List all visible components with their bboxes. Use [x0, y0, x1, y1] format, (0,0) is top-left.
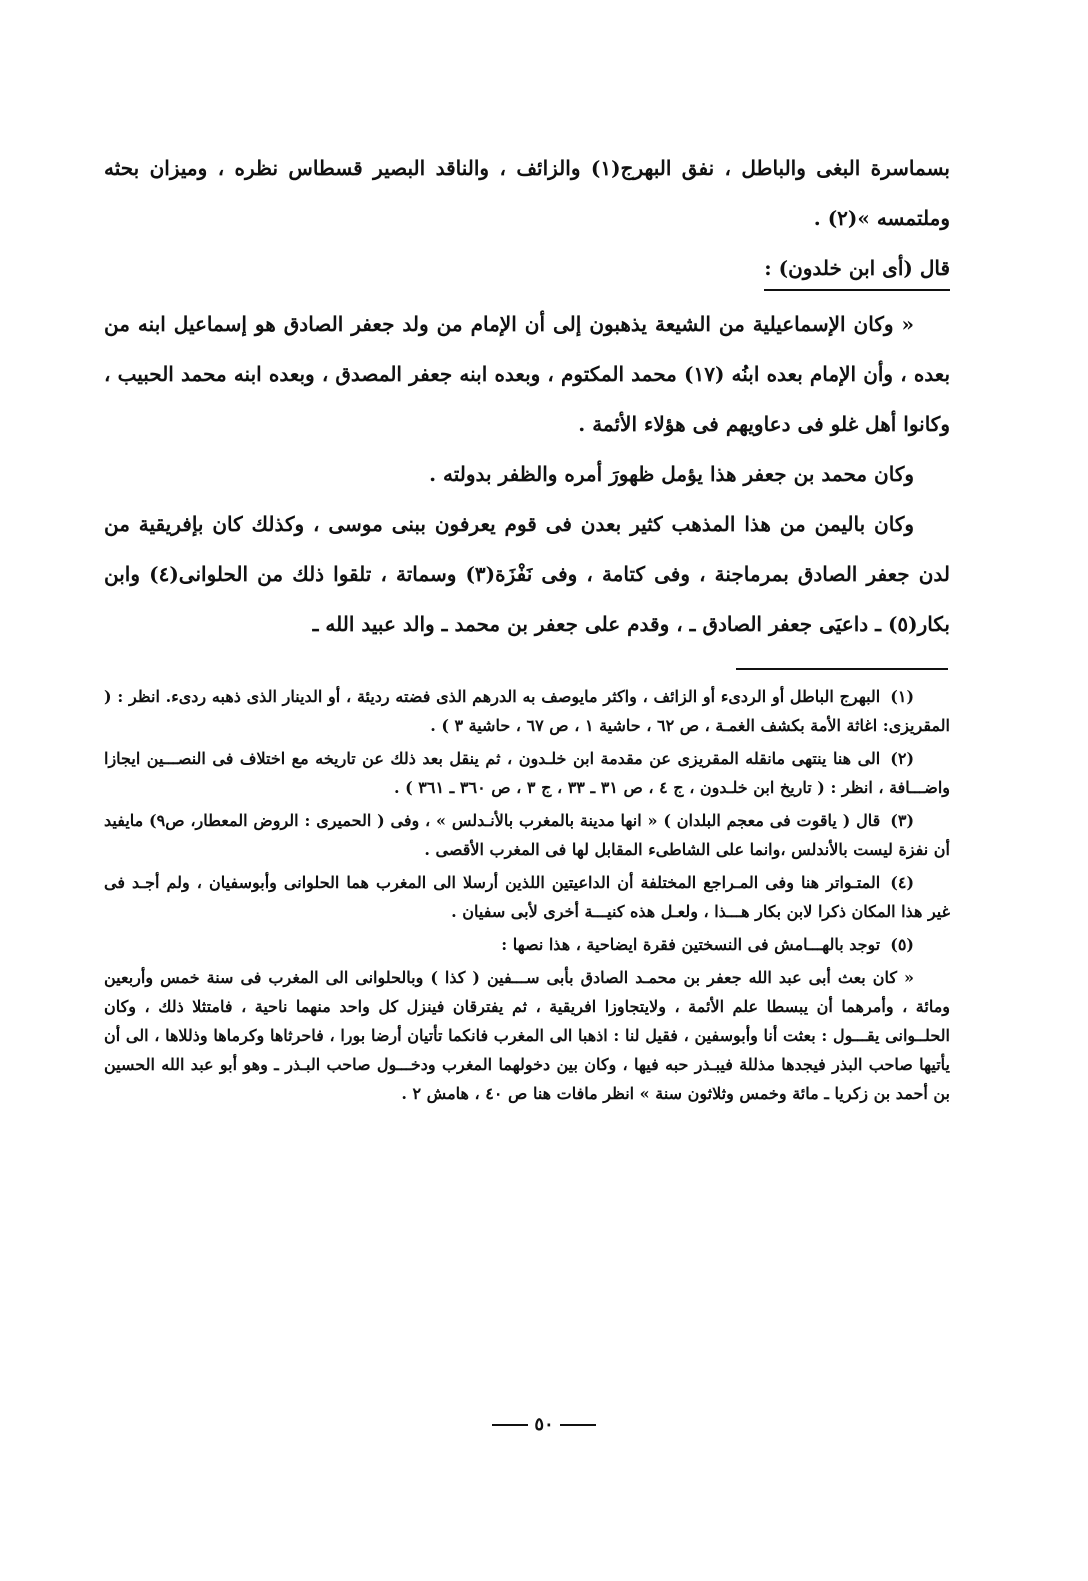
- footnote-5: [104, 930, 950, 959]
- page-number: [0, 1414, 1088, 1435]
- footnote-2: [104, 744, 950, 802]
- paragraph-muhammad: وكان محمد بن جعفر هذا يؤمل ظهورَ أمره والظفر بدولته .: [429, 462, 914, 486]
- main-text: [104, 143, 950, 649]
- paragraph-continuation: بسماسرة البغى والباطل ، نفق البهرج(١) والزائف ، والناقد البصير قسطاس نظره ، وميزان بحثه وملتمسه »(٢) .: [104, 156, 950, 230]
- page-number-dash-left: [492, 1424, 528, 1426]
- footnote-number: (١): [890, 687, 915, 706]
- footnote-number: (٢): [890, 749, 915, 768]
- footnotes: [104, 682, 950, 1112]
- page-number-dash-right: [560, 1424, 596, 1426]
- footnote-text: البهرج الباطل أو الردىء أو الزائف ، واكثر مايوصف به الدرهم الذى فضته رديئة ، أو الدينار الذى ذهبه ردىء. انظر : ( المقريزى: اغاثة الأمة بكشف الغمـة ، ص ٦٢ ، حاشية ١ ، ص ٦٧ ، حاشية ٣ ) .: [104, 687, 950, 735]
- page-number-text: ٥٠: [534, 1414, 554, 1435]
- footnote-1: [104, 682, 950, 740]
- footnote-text: الى هنا ينتهى مانقله المقريزى عن مقدمة ابن خلـدون ، ثم ينقل بعد ذلك عن تاريخه مع اختلاف فى النصـــين ايجازا واضـــافة ، انظر : ( تاريخ ابن خلـدون ، ج ٤ ، ص ٣١ ـ ٣٣ ، ج ٣ ، ص ٣٦٠ ـ ٣٦١ ) .: [104, 749, 950, 797]
- heading-text: قال (أى ابن خلدون) :: [764, 251, 950, 291]
- footnote-separator: [736, 668, 948, 670]
- footnote-text: توجد بالهـــامش فى النسختين فقرة ايضاحية ، هذا نصها :: [501, 935, 881, 954]
- footnote-4: [104, 868, 950, 926]
- footnote-3: [104, 806, 950, 864]
- footnote-number: (٥): [890, 935, 914, 954]
- footnote-number: (٤): [890, 873, 915, 892]
- footnote-text: قال ( ياقوت فى معجم البلدان ) « انها مدينة بالمغرب بالأنـدلس » ، وفى ( الحميرى : الروض المعطار، ص٩) مايفيد أن نفزة ليست بالأندلس ،وانما على الشاطىء المقابل لها فى المغرب الأقصى .: [104, 811, 950, 859]
- paragraph-ismailiya: « وكان الإسماعيلية من الشيعة يذهبون إلى أن الإمام من ولد جعفر الصادق هو إسماعيل ابنه من بعده ، وأن الإمام بعده ابنُه (١٧) محمد المكتوم ، وبعده ابنه جعفر المصدق ، وبعده ابنه محمد الحبيب ، وكانوا أهل غلو فى دعاويهم فى هؤلاء الأئمة .: [104, 312, 951, 436]
- paragraph-yemen: وكان باليمن من هذا المذهب كثير بعدن فى قوم يعرفون ببنى موسى ، وكذلك كان بإفريقية من لدن جعفر الصادق بمرماجنة ، وفى كتامة ، وفى نَفْزَة(٣) وسماتة ، تلقوا ذلك من الحلوانى(٤) وابن بكار(٥) ـ داعيَى جعفر الصادق ـ ، وقدم على جعفر بن محمد ـ والد عبيد الله ـ: [104, 512, 950, 636]
- footnote-text: المتـواتر هنا وفى المـراجع المختلفة أن الداعيتين اللذين أرسلا الى المغرب هما الحلوانى وأبوسفيان ، ولم أجـد فى غير هذا المكان ذكرا لابن بكار هـــذا ، ولعـل هذه كنيـــة أخرى لأبى سفيان .: [104, 873, 950, 921]
- footnote-number: (٣): [890, 811, 915, 830]
- section-heading: [104, 243, 950, 299]
- footnote-quote: « كان بعث أبى عبد الله جعفر بن محمـد الصادق بأبى ســـفين ( كذا ) وبالحلوانى الى المغرب فى سنة خمس وأربعين ومائة ، وأمرهما أن يبسطا علم الأئمة ، ولايتجاوزا افريقية ، ثم يفترقان فينزل كل واحد منهما ناحية ، فامتثلا ذلك ، وكان الحلــوانى يقـــول : بعثت أنا وأبوسفين ، فقيل لنا : اذهبا الى المغرب فانكما تأتيان أرضا بورا ، فاحرثاها وكرماها وذللاها ، الى أن يأتيها صاحب البذر فيجدها مذللة فيبـذر حبه فيها ، وكان بين دخولهما المغرب ودخـــول صاحب البـذر ـ وهو أبو عبد الله الحسين بن أحمد بن زكريا ـ مائة وخمس وثلاثون سنة » انظر مافات هنا ص ٤٠ ، هامش ٢ .: [104, 968, 950, 1103]
